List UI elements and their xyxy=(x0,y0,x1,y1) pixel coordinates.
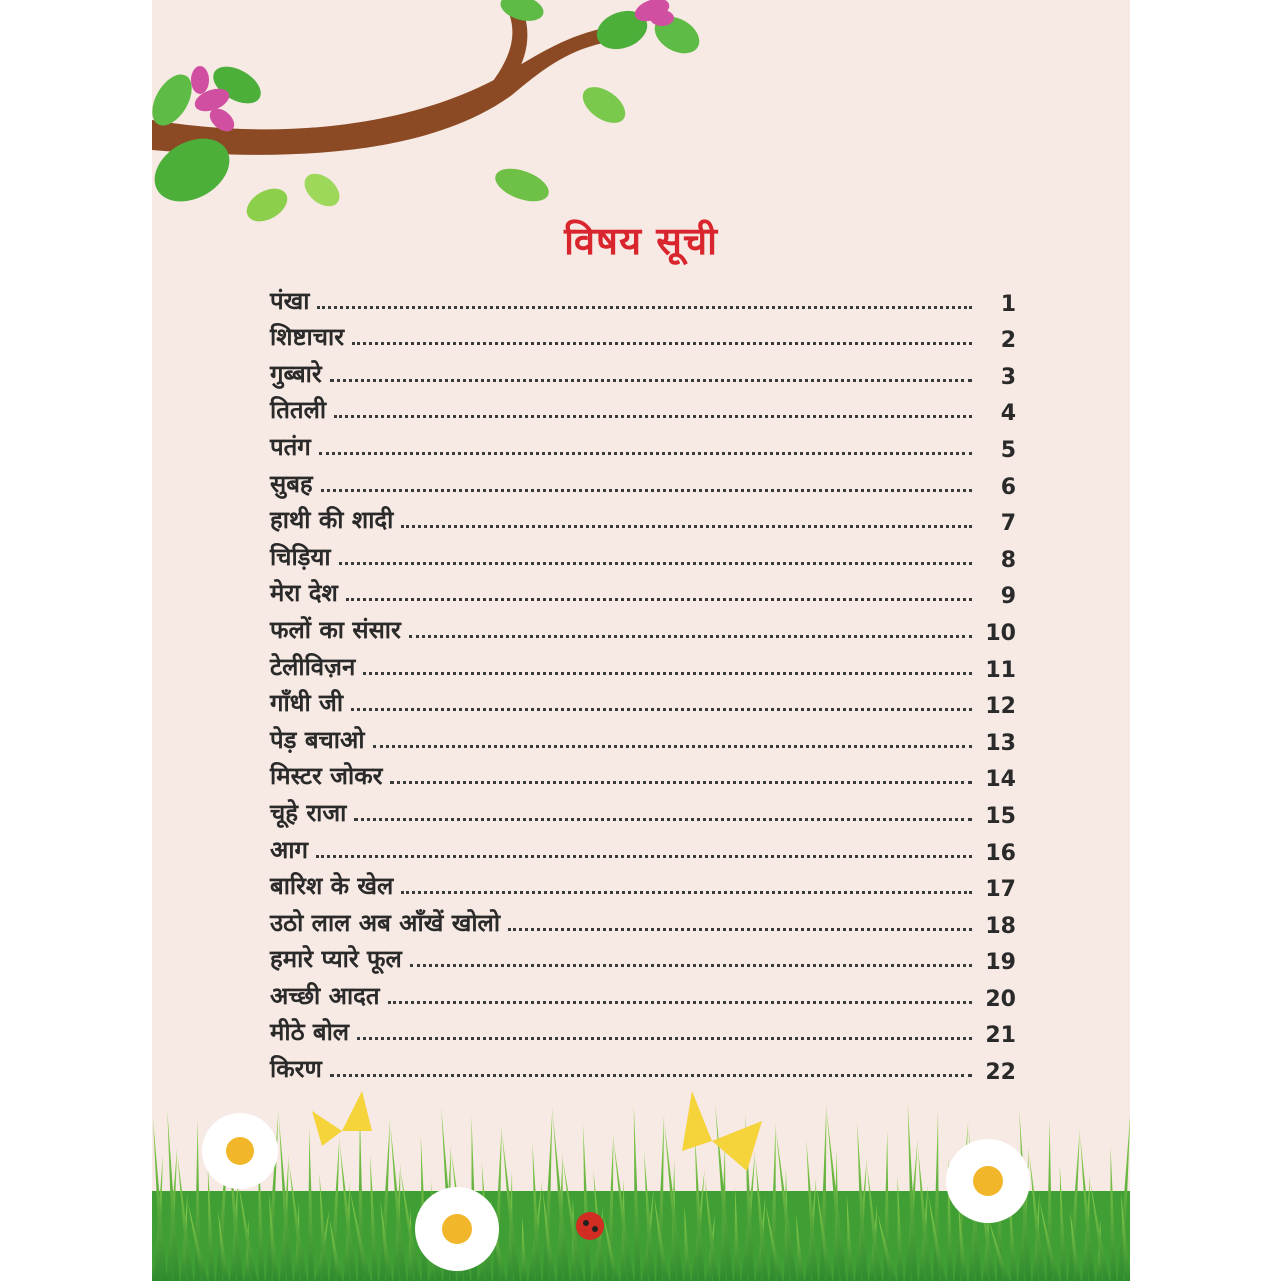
toc-entry-title: मीठे बोल xyxy=(270,1018,350,1047)
book-page xyxy=(152,0,1130,1281)
toc-dot-leader xyxy=(409,635,972,638)
toc-entry[interactable] xyxy=(270,975,1016,1012)
toc-dot-leader xyxy=(317,306,972,309)
toc-entry[interactable] xyxy=(270,939,1016,976)
toc-dot-leader xyxy=(363,672,972,675)
toc-dot-leader xyxy=(319,452,972,455)
toc-entry-page-number: 2 xyxy=(1000,328,1016,354)
toc-entry-title: टेलीविज़न xyxy=(270,652,356,681)
toc-entry[interactable] xyxy=(270,683,1016,720)
toc-entry[interactable] xyxy=(270,1048,1016,1085)
toc-entry-page-number: 4 xyxy=(1000,401,1016,427)
toc-entry-title: आग xyxy=(270,835,309,864)
toc-entry[interactable] xyxy=(270,646,1016,683)
toc-entry-page-number: 20 xyxy=(985,986,1016,1012)
ladybug-icon xyxy=(576,1212,604,1240)
toc-entry-page-number: 9 xyxy=(1000,584,1016,610)
toc-entry[interactable] xyxy=(270,500,1016,537)
toc-entry-title: शिष्टाचार xyxy=(270,323,345,352)
toc-entry-page-number: 19 xyxy=(985,950,1016,976)
toc-entry-title: हमारे प्यारे फूल xyxy=(270,945,402,974)
toc-dot-leader xyxy=(390,781,972,784)
toc-entry-title: किरण xyxy=(270,1055,322,1084)
toc-entry-title: पंखा xyxy=(270,286,310,315)
toc-entry-title: फलों का संसार xyxy=(270,615,401,644)
toc-entry[interactable] xyxy=(270,792,1016,829)
toc-dot-leader xyxy=(334,415,972,418)
toc-entry-page-number: 1 xyxy=(1000,291,1016,317)
toc-entry-title: तितली xyxy=(270,396,327,425)
toc-entry-title: बारिश के खेल xyxy=(270,872,394,901)
toc-entry-page-number: 6 xyxy=(1000,474,1016,500)
toc-dot-leader xyxy=(316,855,972,858)
table-of-contents xyxy=(270,280,1016,1085)
toc-entry[interactable] xyxy=(270,719,1016,756)
toc-entry-page-number: 7 xyxy=(1000,511,1016,537)
toc-entry-title: अच्छी आदत xyxy=(270,981,380,1010)
toc-dot-leader xyxy=(346,598,972,601)
toc-entry-page-number: 17 xyxy=(985,877,1016,903)
toc-entry[interactable] xyxy=(270,573,1016,610)
toc-entry-page-number: 8 xyxy=(1000,547,1016,573)
toc-entry-title: सुबह xyxy=(270,469,313,498)
toc-dot-leader xyxy=(357,1037,972,1040)
toc-entry-page-number: 16 xyxy=(985,840,1016,866)
toc-dot-leader xyxy=(330,1074,972,1077)
toc-entry-title: गुब्बारे xyxy=(270,359,322,388)
toc-entry-page-number: 21 xyxy=(985,1023,1016,1049)
toc-entry[interactable] xyxy=(270,902,1016,939)
toc-entry-title: गाँधी जी xyxy=(270,689,344,718)
toc-dot-leader xyxy=(330,379,972,382)
toc-dot-leader xyxy=(401,891,972,894)
toc-entry[interactable] xyxy=(270,1012,1016,1049)
toc-entry-page-number: 18 xyxy=(985,913,1016,939)
toc-entry[interactable] xyxy=(270,317,1016,354)
grass-flowers-illustration xyxy=(152,1081,1130,1281)
toc-entry-title: हाथी की शादी xyxy=(270,506,394,535)
butterfly-icon xyxy=(312,1091,762,1171)
toc-dot-leader xyxy=(352,342,972,345)
toc-dot-leader xyxy=(388,1001,972,1004)
toc-entry-title: मिस्टर जोकर xyxy=(270,762,383,791)
toc-entry-title: मेरा देश xyxy=(270,579,338,608)
toc-entry[interactable] xyxy=(270,353,1016,390)
toc-entry[interactable] xyxy=(270,463,1016,500)
toc-entry[interactable] xyxy=(270,866,1016,903)
toc-entry[interactable] xyxy=(270,609,1016,646)
toc-entry-title: पतंग xyxy=(270,432,311,461)
toc-entry[interactable] xyxy=(270,829,1016,866)
toc-entry-page-number: 5 xyxy=(1000,437,1016,463)
toc-entry[interactable] xyxy=(270,756,1016,793)
toc-dot-leader xyxy=(410,964,972,967)
toc-dot-leader xyxy=(339,562,972,565)
toc-entry-page-number: 3 xyxy=(1000,364,1016,390)
page-title: विषय सूची xyxy=(564,219,718,263)
toc-entry[interactable] xyxy=(270,536,1016,573)
toc-dot-leader xyxy=(373,745,972,748)
toc-dot-leader xyxy=(401,525,972,528)
toc-entry-page-number: 10 xyxy=(985,620,1016,646)
toc-entry-title: चिड़िया xyxy=(270,542,331,571)
toc-entry[interactable] xyxy=(270,280,1016,317)
toc-dot-leader xyxy=(351,708,972,711)
toc-entry[interactable] xyxy=(270,390,1016,427)
toc-dot-leader xyxy=(321,489,972,492)
toc-entry-page-number: 11 xyxy=(985,657,1016,683)
toc-entry-page-number: 15 xyxy=(985,803,1016,829)
toc-entry-page-number: 13 xyxy=(985,730,1016,756)
toc-entry-page-number: 22 xyxy=(985,1060,1016,1086)
toc-entry-title: उठो लाल अब आँखें खोलो xyxy=(270,908,501,937)
toc-entry-title: पेड़ बचाओ xyxy=(270,725,365,754)
toc-dot-leader xyxy=(508,928,972,931)
toc-dot-leader xyxy=(354,818,972,821)
tree-branch-illustration xyxy=(152,0,752,240)
toc-entry[interactable] xyxy=(270,426,1016,463)
toc-entry-page-number: 14 xyxy=(985,767,1016,793)
toc-entry-title: चूहे राजा xyxy=(270,798,347,827)
toc-entry-page-number: 12 xyxy=(985,694,1016,720)
